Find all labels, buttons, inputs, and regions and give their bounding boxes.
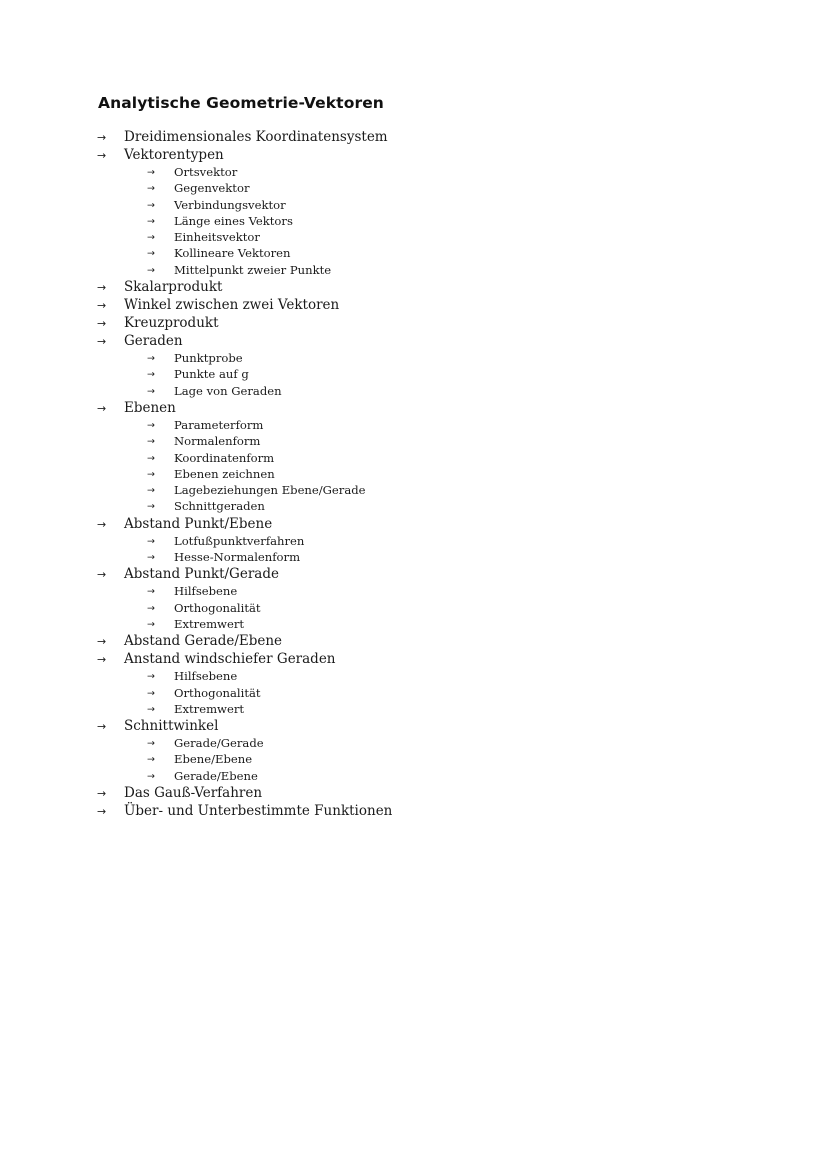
topic-outline (0, 128, 828, 820)
outline-subitem (0, 229, 828, 245)
outline-item (0, 278, 828, 296)
outline-item (0, 128, 828, 146)
outline-item (0, 717, 828, 735)
arrow-right-icon: → (147, 754, 155, 766)
outline-subitem (0, 450, 828, 466)
outline-subitem (0, 433, 828, 449)
arrow-right-icon: → (97, 720, 107, 734)
arrow-right-icon: → (97, 787, 107, 801)
arrow-right-icon: → (147, 770, 155, 782)
outline-subitem-label: Punkte auf g (174, 367, 249, 382)
outline-item-label: Über- und Unterbestimmte Funktionen (124, 803, 393, 820)
outline-item-label: Abstand Punkt/Ebene (124, 515, 273, 532)
arrow-right-icon: → (147, 199, 155, 211)
outline-item (0, 399, 828, 417)
arrow-right-icon: → (147, 618, 155, 630)
outline-item (0, 314, 828, 332)
arrow-right-icon: → (147, 586, 155, 598)
outline-item (0, 515, 828, 533)
arrow-right-icon: → (147, 687, 155, 699)
outline-subitem-label: Hilfsebene (174, 669, 238, 684)
outline-subitem-label: Gerade/Ebene (174, 768, 258, 783)
outline-item-label: Abstand Punkt/Gerade (124, 566, 279, 583)
arrow-right-icon: → (147, 703, 155, 715)
outline-subitem-label: Einheitsvektor (174, 230, 260, 245)
outline-item (0, 565, 828, 583)
arrow-right-icon: → (147, 671, 155, 683)
arrow-right-icon: → (97, 317, 107, 331)
arrow-right-icon: → (147, 468, 155, 480)
outline-subitem-label: Gegenvektor (174, 181, 250, 196)
outline-item-label: Abstand Gerade/Ebene (124, 633, 283, 650)
outline-item-label: Dreidimensionales Koordinatensystem (124, 129, 388, 145)
arrow-right-icon: → (147, 369, 155, 381)
arrow-right-icon: → (147, 501, 155, 513)
arrow-right-icon: → (147, 602, 155, 614)
arrow-right-icon: → (97, 335, 107, 349)
outline-subitem (0, 383, 828, 399)
outline-subitem-label: Punktprobe (174, 351, 243, 366)
outline-item (0, 802, 828, 820)
arrow-right-icon: → (97, 568, 107, 582)
outline-item-label: Vektorentypen (124, 147, 224, 163)
outline-subitem (0, 735, 828, 751)
outline-item (0, 632, 828, 650)
document-title: Analytische Geometrie-Vektoren (98, 94, 384, 112)
outline-item-label: Kreuzprodukt (124, 315, 219, 332)
outline-subitem (0, 350, 828, 366)
arrow-right-icon: → (97, 299, 107, 313)
outline-subitem-label: Hilfsebene (174, 584, 238, 599)
arrow-right-icon: → (147, 419, 155, 431)
arrow-right-icon: → (147, 167, 155, 178)
arrow-right-icon: → (97, 131, 107, 144)
outline-subitem-label: Schnittgeraden (174, 499, 265, 514)
outline-item-label: Geraden (124, 333, 183, 350)
outline-subitem (0, 417, 828, 433)
arrow-right-icon: → (147, 535, 155, 547)
outline-subitem-label: Orthogonalität (174, 685, 261, 700)
arrow-right-icon: → (97, 401, 107, 415)
arrow-right-icon: → (97, 149, 107, 162)
outline-subitem (0, 685, 828, 701)
arrow-right-icon: → (147, 183, 155, 195)
outline-subitem (0, 751, 828, 767)
outline-subitem (0, 600, 828, 616)
outline-subitem (0, 366, 828, 382)
outline-item-label: Skalarprodukt (124, 279, 223, 296)
arrow-right-icon: → (147, 232, 155, 244)
arrow-right-icon: → (97, 635, 107, 649)
outline-subitem (0, 197, 828, 213)
outline-subitem-label: Ebenen zeichnen (174, 466, 275, 481)
outline-subitem-label: Ebene/Ebene (174, 752, 253, 767)
arrow-right-icon: → (147, 452, 155, 464)
outline-item (0, 332, 828, 350)
outline-subitem (0, 164, 828, 180)
arrow-right-icon: → (97, 517, 107, 531)
arrow-right-icon: → (147, 385, 155, 397)
outline-item (0, 784, 828, 802)
outline-item-label: Anstand windschiefer Geraden (124, 651, 336, 668)
arrow-right-icon: → (147, 215, 155, 227)
arrow-right-icon: → (147, 738, 155, 750)
outline-item-label: Winkel zwischen zwei Vektoren (124, 297, 340, 314)
outline-subitem-label: Extremwert (174, 701, 245, 716)
outline-subitem (0, 213, 828, 229)
outline-subitem (0, 768, 828, 784)
outline-item-label: Schnittwinkel (124, 718, 219, 735)
outline-subitem-label: Lotfußpunktverfahren (174, 533, 305, 548)
outline-subitem (0, 616, 828, 632)
outline-subitem (0, 482, 828, 498)
outline-subitem (0, 583, 828, 599)
arrow-right-icon: → (147, 353, 155, 365)
outline-subitem (0, 245, 828, 261)
arrow-right-icon: → (147, 436, 155, 448)
outline-subitem (0, 701, 828, 717)
outline-subitem-label: Extremwert (174, 616, 245, 631)
outline-subitem-label: Hesse-Normalenform (174, 550, 301, 565)
outline-subitem-label: Kollineare Vektoren (174, 246, 291, 261)
outline-subitem-label: Lagebeziehungen Ebene/Gerade (174, 483, 366, 498)
outline-item-label: Das Gauß-Verfahren (124, 785, 263, 802)
outline-subitem (0, 180, 828, 196)
outline-subitem-label: Orthogonalität (174, 600, 261, 615)
outline-subitem-label: Verbindungsvektor (174, 197, 286, 212)
outline-subitem-label: Ortsvektor (174, 165, 238, 179)
arrow-right-icon: → (147, 552, 155, 564)
outline-subitem (0, 533, 828, 549)
outline-subitem (0, 466, 828, 482)
outline-subitem-label: Mittelpunkt zweier Punkte (174, 262, 332, 277)
outline-item-label: Ebenen (124, 399, 176, 416)
outline-subitem-label: Gerade/Gerade (174, 736, 264, 751)
arrow-right-icon: → (97, 653, 107, 667)
outline-subitem-label: Normalenform (174, 434, 261, 449)
outline-subitem (0, 668, 828, 684)
outline-subitem (0, 498, 828, 514)
arrow-right-icon: → (147, 248, 155, 260)
outline-item (0, 146, 828, 164)
outline-subitem (0, 549, 828, 565)
arrow-right-icon: → (97, 805, 107, 819)
outline-subitem-label: Länge eines Vektors (174, 213, 293, 228)
outline-subitem-label: Lage von Geraden (174, 383, 282, 398)
outline-item (0, 650, 828, 668)
outline-item (0, 296, 828, 314)
outline-subitem-label: Parameterform (174, 417, 264, 432)
arrow-right-icon: → (147, 264, 155, 276)
arrow-right-icon: → (147, 485, 155, 497)
outline-subitem-label: Koordinatenform (174, 450, 275, 465)
outline-subitem (0, 262, 828, 278)
arrow-right-icon: → (97, 281, 107, 295)
